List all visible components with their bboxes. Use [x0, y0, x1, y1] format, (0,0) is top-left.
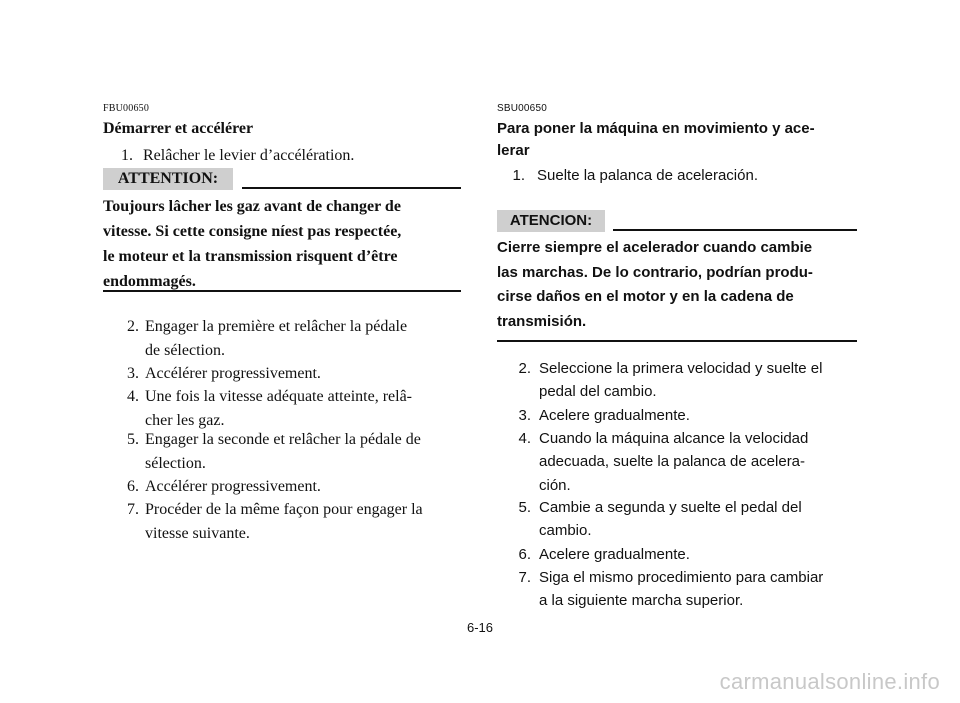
step-line: Accélérer progressivement.	[145, 478, 321, 495]
section-heading	[497, 118, 857, 162]
step-line: Une fois la vitesse adéquate atteinte, relâ-	[145, 388, 412, 405]
caution-line: las marchas. De lo contrario, podrían produ-	[497, 263, 813, 281]
section-code: SBU00650	[497, 103, 547, 114]
step-number: 7.	[127, 501, 139, 518]
step-text	[145, 385, 461, 432]
step-number: 7.	[518, 569, 531, 586]
step-line: Seleccione la primera velocidad y suelte el	[539, 360, 823, 377]
step-number: 3.	[518, 407, 531, 424]
step-line: a la siguiente marcha superior.	[539, 592, 744, 610]
section-heading: Démarrer et accélérer	[103, 120, 254, 137]
step-line: Engager la première et relâcher la pédale	[145, 318, 408, 335]
caution-bottom-rule	[103, 290, 461, 292]
caution-line: vitesse. Si cette consigne níest pas respectée,	[103, 223, 402, 240]
step-text: Suelte la palanca de aceleración.	[537, 167, 758, 184]
caution-header	[103, 168, 461, 190]
step-number: 1.	[512, 167, 525, 184]
step-line: adecuada, suelte la palanca de acelera-	[539, 453, 806, 471]
step-line: vitesse suivante.	[145, 524, 250, 542]
step-text	[145, 475, 461, 499]
step-text	[539, 404, 857, 427]
step-line: Cambie a segunda y suelte el pedal del	[539, 499, 802, 516]
step-text: Relâcher le levier d’accélération.	[143, 147, 355, 164]
section-code: FBU00650	[103, 103, 150, 114]
caution-header	[497, 210, 857, 232]
step-line: pedal del cambio.	[539, 383, 657, 401]
step-text	[145, 362, 461, 386]
step-line: Acelere gradualmente.	[539, 407, 690, 424]
caution-badge: ATENCION:	[497, 210, 605, 232]
step-number: 2.	[127, 318, 139, 335]
caution-badge: ATTENTION:	[103, 168, 233, 190]
step-line: Accélérer progressivement.	[145, 365, 321, 382]
step-line: Engager la seconde et relâcher la pédale de	[145, 431, 421, 448]
caution-line: Toujours lâcher les gaz avant de changer de	[103, 198, 401, 215]
caution-bottom-rule	[497, 340, 857, 342]
heading-line: Para poner la máquina en movimiento y ace-	[497, 120, 815, 137]
heading-line: lerar	[497, 142, 530, 159]
step-text	[145, 315, 461, 362]
step-line: cher les gaz.	[145, 411, 225, 429]
step-text	[539, 496, 857, 543]
step-number: 3.	[127, 365, 139, 382]
step-line: de sélection.	[145, 341, 225, 359]
step-number: 4.	[518, 430, 531, 447]
caution-line: endommagés.	[103, 273, 196, 290]
step-text	[145, 498, 461, 545]
page-number: 6-16	[466, 620, 494, 635]
step-number: 5.	[518, 499, 531, 516]
caution-line: le moteur et la transmission risquent d’être	[103, 248, 398, 265]
caution-header-rule	[613, 229, 857, 231]
watermark: carmanualsonline.info	[719, 669, 940, 694]
step-line: cambio.	[539, 522, 592, 540]
step-number: 4.	[127, 388, 139, 405]
caution-text	[103, 194, 461, 294]
step-number: 5.	[127, 431, 139, 448]
step-text	[539, 566, 857, 613]
caution-header-rule	[242, 187, 461, 189]
step-number: 2.	[518, 360, 531, 377]
step-text	[539, 427, 857, 497]
step-text	[539, 357, 857, 404]
step-line: Procéder de la même façon pour engager la	[145, 501, 423, 518]
step-number: 6.	[127, 478, 139, 495]
step-line: Acelere gradualmente.	[539, 546, 690, 563]
step-number: 6.	[518, 546, 531, 563]
step-text	[539, 543, 857, 566]
caution-line: Cierre siempre el acelerador cuando cambie	[497, 239, 813, 256]
step-text	[145, 428, 461, 475]
step-line: Cuando la máquina alcance la velocidad	[539, 430, 809, 447]
step-line: Siga el mismo procedimiento para cambiar	[539, 569, 824, 586]
caution-line: cirse daños en el motor y en la cadena de	[497, 288, 794, 305]
step-line: ción.	[539, 476, 571, 494]
step-line: sélection.	[145, 454, 206, 472]
caution-text	[497, 236, 857, 334]
caution-line: transmisión.	[497, 312, 587, 330]
step-number: 1.	[121, 147, 133, 164]
